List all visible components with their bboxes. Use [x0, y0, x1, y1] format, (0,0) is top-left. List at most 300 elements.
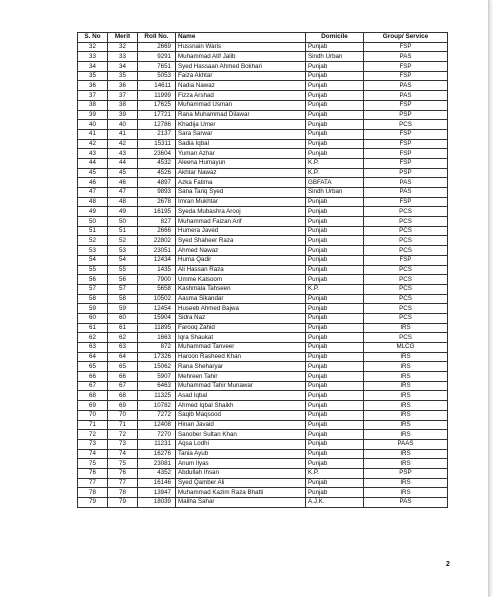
cell-merit: 67: [108, 381, 138, 391]
cell-sno: 48: [78, 197, 108, 207]
header-sno: S. No: [78, 33, 108, 43]
table-row: [78, 139, 448, 149]
header-domicile: Domicile: [306, 33, 364, 43]
cell-merit: 42: [108, 139, 138, 149]
cell-group-service: IRS: [364, 391, 448, 401]
cell-domicile: Punjab: [306, 352, 364, 362]
cell-sno: 41: [78, 129, 108, 139]
cell-merit: 62: [108, 333, 138, 343]
cell-roll-no: 2666: [138, 226, 176, 236]
cell-merit: 78: [108, 488, 138, 498]
cell-domicile: K.P.: [306, 468, 364, 478]
cell-name: Farooq Zahid: [176, 323, 306, 333]
cell-roll-no: 16195: [138, 207, 176, 217]
cell-merit: 34: [108, 62, 138, 72]
cell-roll-no: 7900: [138, 275, 176, 285]
cell-group-service: FSP: [364, 149, 448, 159]
cell-domicile: Punjab: [306, 246, 364, 256]
cell-sno: 54: [78, 255, 108, 265]
table-row: [78, 333, 448, 343]
cell-roll-no: 16276: [138, 449, 176, 459]
cell-domicile: Punjab: [306, 410, 364, 420]
cell-name: Khadija Umer: [176, 120, 306, 130]
cell-sno: 62: [78, 333, 108, 343]
cell-name: Muhammad Kazim Raza Bhatti: [176, 488, 306, 498]
cell-roll-no: 4897: [138, 178, 176, 188]
table-row: [78, 410, 448, 420]
cell-group-service: PCS: [364, 246, 448, 256]
cell-group-service: FSP: [364, 71, 448, 81]
cell-roll-no: 13947: [138, 488, 176, 498]
cell-roll-no: 17625: [138, 100, 176, 110]
cell-name: Kashmala Tahseen: [176, 284, 306, 294]
cell-name: Saqib Maqsood: [176, 410, 306, 420]
cell-domicile: Punjab: [306, 343, 364, 353]
cell-group-service: FSP: [364, 158, 448, 168]
cell-sno: 66: [78, 372, 108, 382]
cell-roll-no: 10502: [138, 294, 176, 304]
cell-name: Syed Shaheer Raza: [176, 236, 306, 246]
cell-domicile: Punjab: [306, 430, 364, 440]
cell-group-service: PAAS: [364, 439, 448, 449]
cell-roll-no: 7651: [138, 62, 176, 72]
cell-domicile: Punjab: [306, 120, 364, 130]
cell-group-service: PSP: [364, 168, 448, 178]
cell-roll-no: 2669: [138, 42, 176, 52]
cell-merit: 41: [108, 129, 138, 139]
cell-sno: 33: [78, 52, 108, 62]
cell-domicile: Punjab: [306, 420, 364, 430]
table-row: [78, 71, 448, 81]
cell-group-service: PCS: [364, 275, 448, 285]
cell-merit: 65: [108, 362, 138, 372]
table-row: [78, 284, 448, 294]
cell-domicile: Punjab: [306, 333, 364, 343]
table-row: [78, 81, 448, 91]
cell-name: Muhammad Atif Jalib: [176, 52, 306, 62]
table-header: [78, 33, 448, 43]
cell-merit: 59: [108, 304, 138, 314]
cell-roll-no: 11895: [138, 323, 176, 333]
cell-roll-no: 15311: [138, 139, 176, 149]
header-name: Name: [176, 33, 306, 43]
cell-group-service: MLCG: [364, 343, 448, 353]
cell-roll-no: 5658: [138, 284, 176, 294]
cell-name: Syeda Mubashra Arooj: [176, 207, 306, 217]
cell-sno: 49: [78, 207, 108, 217]
header-merit: Merit: [108, 33, 138, 43]
cell-roll-no: 7270: [138, 430, 176, 440]
table-row: [78, 401, 448, 411]
cell-sno: 36: [78, 81, 108, 91]
table-row: [78, 362, 448, 372]
cell-group-service: FSP: [364, 139, 448, 149]
cell-roll-no: 15904: [138, 313, 176, 323]
cell-name: Azka Fatima: [176, 178, 306, 188]
cell-domicile: Punjab: [306, 81, 364, 91]
cell-roll-no: 15062: [138, 362, 176, 372]
cell-domicile: Punjab: [306, 149, 364, 159]
cell-roll-no: 5053: [138, 71, 176, 81]
cell-name: Rana Muhammad Dilawar: [176, 110, 306, 120]
cell-roll-no: 17326: [138, 352, 176, 362]
cell-domicile: A.J.K.: [306, 498, 364, 508]
table-row: [78, 178, 448, 188]
cell-sno: 70: [78, 410, 108, 420]
cell-domicile: Punjab: [306, 110, 364, 120]
cell-roll-no: 872: [138, 343, 176, 353]
table-row: [78, 110, 448, 120]
cell-sno: 67: [78, 381, 108, 391]
cell-sno: 64: [78, 352, 108, 362]
cell-merit: 38: [108, 100, 138, 110]
table-row: [78, 236, 448, 246]
cell-name: Huseeb Ahmed Bajwa: [176, 304, 306, 314]
cell-group-service: PAS: [364, 498, 448, 508]
cell-name: Abdullah Ihsan: [176, 468, 306, 478]
cell-group-service: IRS: [364, 430, 448, 440]
cell-domicile: Sindh Urban: [306, 188, 364, 198]
cell-merit: 54: [108, 255, 138, 265]
cell-sno: 57: [78, 284, 108, 294]
page-number: 2: [446, 561, 450, 568]
cell-sno: 39: [78, 110, 108, 120]
cell-merit: 66: [108, 372, 138, 382]
cell-sno: 75: [78, 459, 108, 469]
cell-name: Muhammad Tanveer: [176, 343, 306, 353]
cell-sno: 58: [78, 294, 108, 304]
table-row: [78, 313, 448, 323]
cell-group-service: IRS: [364, 449, 448, 459]
table-row: [78, 100, 448, 110]
cell-sno: 38: [78, 100, 108, 110]
cell-sno: 77: [78, 478, 108, 488]
cell-name: Mehreen Tahir: [176, 372, 306, 382]
cell-domicile: Punjab: [306, 381, 364, 391]
cell-group-service: IRS: [364, 401, 448, 411]
cell-roll-no: 12786: [138, 120, 176, 130]
cell-roll-no: 2137: [138, 129, 176, 139]
cell-sno: 52: [78, 236, 108, 246]
cell-sno: 42: [78, 139, 108, 149]
table-row: [78, 294, 448, 304]
cell-name: Maliha Sahar: [176, 498, 306, 508]
table-row: [78, 478, 448, 488]
cell-name: Asad Iqbal: [176, 391, 306, 401]
cell-roll-no: 11999: [138, 91, 176, 101]
cell-sno: 74: [78, 449, 108, 459]
cell-roll-no: 4526: [138, 168, 176, 178]
cell-domicile: Punjab: [306, 401, 364, 411]
cell-group-service: PCS: [364, 120, 448, 130]
table-row: [78, 343, 448, 353]
cell-merit: 32: [108, 42, 138, 52]
cell-name: Rana Sheharyar: [176, 362, 306, 372]
cell-merit: 63: [108, 343, 138, 353]
cell-group-service: PCS: [364, 333, 448, 343]
cell-group-service: FSP: [364, 255, 448, 265]
table-row: [78, 381, 448, 391]
cell-sno: 51: [78, 226, 108, 236]
cell-name: Akhtar Nawaz: [176, 168, 306, 178]
cell-name: Aqsa Lodhi: [176, 439, 306, 449]
cell-merit: 52: [108, 236, 138, 246]
cell-roll-no: 5907: [138, 372, 176, 382]
cell-name: Muhammad Usman: [176, 100, 306, 110]
cell-sno: 44: [78, 158, 108, 168]
cell-roll-no: 2678: [138, 197, 176, 207]
table-row: [78, 372, 448, 382]
cell-domicile: Punjab: [306, 459, 364, 469]
header-group-service: Group/ Service: [364, 33, 448, 43]
cell-merit: 71: [108, 420, 138, 430]
cell-group-service: IRS: [364, 420, 448, 430]
cell-merit: 47: [108, 188, 138, 198]
cell-domicile: K.P.: [306, 284, 364, 294]
table-row: [78, 120, 448, 130]
table-row: [78, 430, 448, 440]
table-row: [78, 352, 448, 362]
cell-name: Sana Tariq Syed: [176, 188, 306, 198]
results-sheet: [77, 32, 447, 508]
cell-merit: 39: [108, 110, 138, 120]
cell-name: Hinan Javaid: [176, 420, 306, 430]
cell-sno: 65: [78, 362, 108, 372]
table-row: [78, 246, 448, 256]
cell-merit: 79: [108, 498, 138, 508]
cell-name: Sadia Iqbal: [176, 139, 306, 149]
cell-merit: 53: [108, 246, 138, 256]
cell-name: Haroon Rasheed Khan: [176, 352, 306, 362]
cell-sno: 37: [78, 91, 108, 101]
cell-name: Hussnain Waris: [176, 42, 306, 52]
cell-roll-no: 9291: [138, 52, 176, 62]
cell-group-service: FSP: [364, 42, 448, 52]
cell-merit: 70: [108, 410, 138, 420]
cell-name: Aleena Humayun: [176, 158, 306, 168]
table-row: [78, 91, 448, 101]
cell-domicile: Punjab: [306, 449, 364, 459]
cell-name: Humera Javed: [176, 226, 306, 236]
cell-sno: 35: [78, 71, 108, 81]
cell-sno: 56: [78, 275, 108, 285]
cell-group-service: PCS: [364, 313, 448, 323]
table-row: [78, 42, 448, 52]
cell-domicile: Punjab: [306, 323, 364, 333]
cell-roll-no: 12454: [138, 304, 176, 314]
cell-domicile: Punjab: [306, 294, 364, 304]
cell-group-service: PAS: [364, 91, 448, 101]
cell-sno: 40: [78, 120, 108, 130]
cell-sno: 69: [78, 401, 108, 411]
cell-roll-no: 7272: [138, 410, 176, 420]
table-row: [78, 449, 448, 459]
cell-domicile: Punjab: [306, 91, 364, 101]
cell-name: Imran Mukhtar: [176, 197, 306, 207]
table-row: [78, 488, 448, 498]
cell-sno: 55: [78, 265, 108, 275]
table-row: [78, 188, 448, 198]
cell-merit: 55: [108, 265, 138, 275]
cell-roll-no: 12408: [138, 420, 176, 430]
cell-merit: 43: [108, 149, 138, 159]
cell-sno: 78: [78, 488, 108, 498]
cell-merit: 57: [108, 284, 138, 294]
cell-merit: 44: [108, 158, 138, 168]
cell-name: Sidra Naz: [176, 313, 306, 323]
cell-domicile: Punjab: [306, 372, 364, 382]
table-row: [78, 62, 448, 72]
cell-group-service: PCS: [364, 236, 448, 246]
cell-group-service: IRS: [364, 410, 448, 420]
cell-group-service: PCS: [364, 265, 448, 275]
table-row: [78, 468, 448, 478]
cell-roll-no: 12434: [138, 255, 176, 265]
cell-name: Muhammad Faizan Arif: [176, 217, 306, 227]
cell-group-service: PAS: [364, 188, 448, 198]
cell-sno: 53: [78, 246, 108, 256]
cell-name: Tania Ayub: [176, 449, 306, 459]
cell-sno: 47: [78, 188, 108, 198]
table-row: [78, 158, 448, 168]
cell-sno: 32: [78, 42, 108, 52]
cell-group-service: IRS: [364, 488, 448, 498]
cell-sno: 50: [78, 217, 108, 227]
cell-merit: 33: [108, 52, 138, 62]
cell-merit: 77: [108, 478, 138, 488]
cell-merit: 50: [108, 217, 138, 227]
cell-merit: 60: [108, 313, 138, 323]
table-row: [78, 265, 448, 275]
cell-name: Iqra Shaukat: [176, 333, 306, 343]
cell-sno: 61: [78, 323, 108, 333]
cell-merit: 36: [108, 81, 138, 91]
cell-sno: 76: [78, 468, 108, 478]
cell-sno: 68: [78, 391, 108, 401]
cell-domicile: Punjab: [306, 275, 364, 285]
cell-roll-no: 11231: [138, 439, 176, 449]
cell-roll-no: 16146: [138, 478, 176, 488]
cell-group-service: PCS: [364, 284, 448, 294]
cell-merit: 68: [108, 391, 138, 401]
cell-sno: 63: [78, 343, 108, 353]
header-row: [78, 33, 448, 43]
cell-name: Ahmed Nawaz: [176, 246, 306, 256]
cell-domicile: K.P.: [306, 168, 364, 178]
cell-merit: 75: [108, 459, 138, 469]
cell-group-service: FSP: [364, 100, 448, 110]
cell-merit: 61: [108, 323, 138, 333]
cell-group-service: PCS: [364, 294, 448, 304]
cell-sno: 59: [78, 304, 108, 314]
cell-sno: 71: [78, 420, 108, 430]
cell-group-service: IRS: [364, 459, 448, 469]
cell-name: Faiza Akhtar: [176, 71, 306, 81]
cell-group-service: IRS: [364, 323, 448, 333]
cell-sno: 60: [78, 313, 108, 323]
header-roll-no: Roll No.: [138, 33, 176, 43]
table-row: [78, 207, 448, 217]
cell-roll-no: 17721: [138, 110, 176, 120]
cell-merit: 64: [108, 352, 138, 362]
cell-group-service: PAS: [364, 178, 448, 188]
cell-domicile: Punjab: [306, 42, 364, 52]
table-row: [78, 498, 448, 508]
cell-roll-no: 11325: [138, 391, 176, 401]
cell-roll-no: 14611: [138, 81, 176, 91]
table-row: [78, 420, 448, 430]
cell-merit: 40: [108, 120, 138, 130]
cell-group-service: PCS: [364, 217, 448, 227]
cell-domicile: Punjab: [306, 207, 364, 217]
cell-roll-no: 23604: [138, 149, 176, 159]
cell-merit: 69: [108, 401, 138, 411]
cell-group-service: FSP: [364, 129, 448, 139]
cell-name: Huma Qadir: [176, 255, 306, 265]
table-row: [78, 217, 448, 227]
cell-roll-no: 23051: [138, 246, 176, 256]
cell-merit: 45: [108, 168, 138, 178]
cell-merit: 46: [108, 178, 138, 188]
cell-domicile: K.P.: [306, 158, 364, 168]
merit-list-table: [77, 32, 448, 508]
cell-domicile: Punjab: [306, 439, 364, 449]
cell-sno: 46: [78, 178, 108, 188]
cell-name: Anum Ilyas: [176, 459, 306, 469]
cell-group-service: IRS: [364, 381, 448, 391]
table-row: [78, 168, 448, 178]
cell-domicile: Sindh Urban: [306, 52, 364, 62]
cell-roll-no: 4532: [138, 158, 176, 168]
table-row: [78, 149, 448, 159]
cell-merit: 76: [108, 468, 138, 478]
cell-roll-no: 23081: [138, 459, 176, 469]
cell-name: Muhammad Tahir Munawar: [176, 381, 306, 391]
cell-merit: 37: [108, 91, 138, 101]
table-row: [78, 129, 448, 139]
table-row: [78, 226, 448, 236]
cell-name: Syed Hassaan Ahmed Bokhari: [176, 62, 306, 72]
cell-name: Ali Hassan Raza: [176, 265, 306, 275]
cell-name: Aasma Sikandar: [176, 294, 306, 304]
cell-name: Sanober Sultan Khan: [176, 430, 306, 440]
cell-domicile: Punjab: [306, 71, 364, 81]
cell-name: Sara Sarwar: [176, 129, 306, 139]
cell-group-service: PSP: [364, 110, 448, 120]
cell-merit: 56: [108, 275, 138, 285]
cell-sno: 72: [78, 430, 108, 440]
cell-merit: 74: [108, 449, 138, 459]
cell-merit: 58: [108, 294, 138, 304]
cell-group-service: FSP: [364, 62, 448, 72]
table-row: [78, 255, 448, 265]
cell-roll-no: 827: [138, 217, 176, 227]
cell-sno: 73: [78, 439, 108, 449]
cell-sno: 45: [78, 168, 108, 178]
cell-group-service: FSP: [364, 197, 448, 207]
cell-domicile: Punjab: [306, 129, 364, 139]
cell-name: Fizza Arshad: [176, 91, 306, 101]
table-body: [78, 42, 448, 507]
cell-merit: 48: [108, 197, 138, 207]
cell-domicile: Punjab: [306, 488, 364, 498]
cell-roll-no: 22802: [138, 236, 176, 246]
cell-group-service: IRS: [364, 352, 448, 362]
table-row: [78, 459, 448, 469]
cell-sno: 34: [78, 62, 108, 72]
cell-group-service: PCS: [364, 226, 448, 236]
cell-roll-no: 1435: [138, 265, 176, 275]
